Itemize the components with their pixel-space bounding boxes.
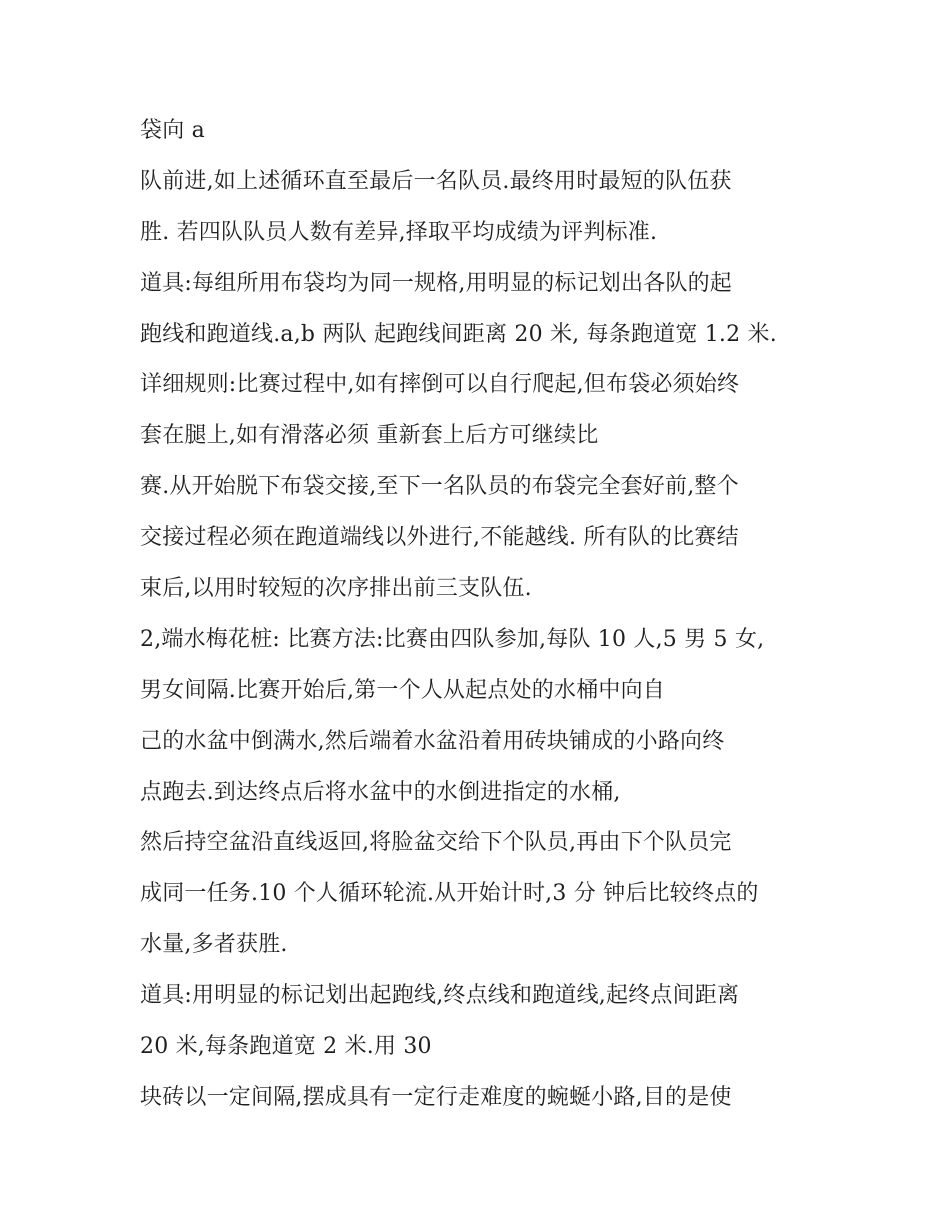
text-line: 点跑去.到达终点后将水盆中的水倒进指定的水桶, [140,779,621,805]
text-line: 束后,以用时较短的次序排出前三支队伍. [140,576,532,602]
document-body [140,106,820,1124]
text-line: 己的水盆中倒满水,然后端着水盆沿着用砖块铺成的小路向终 [140,728,725,754]
text-line: 袋向 a [140,118,205,143]
text-line: 道具:每组所用布袋均为同一规格,用明显的标记划出各队的起 [140,270,733,296]
text-line: 水量,多者获胜. [140,932,288,958]
text-line: 详细规则:比赛过程中,如有摔倒可以自行爬起,但布袋必须始终 [140,372,740,398]
text-line: 道具:用明显的标记划出起跑线,终点线和跑道线,起终点间距离 [140,983,740,1009]
text-line: 20 米,每条跑道宽 2 米.用 30 [140,1034,432,1060]
text-line: 赛.从开始脱下布袋交接,至下一名队员的布袋完全套好前,整个 [140,474,739,500]
text-line: 套在腿上,如有滑落必须 重新套上后方可继续比 [140,423,599,449]
text-line: 交接过程必须在跑道端线以外进行,不能越线. 所有队的比赛结 [140,525,739,551]
text-line: 胜. 若四队队员人数有差异,择取平均成绩为评判标准. [140,219,658,245]
text-line: 跑线和跑道线.a,b 两队 起跑线间距离 20 米, 每条跑道宽 1.2 米. [140,321,777,347]
text-line: 男女间隔.比赛开始后,第一个人从起点处的水桶中向自 [140,677,665,703]
text-line: 队前进,如上述循环直至最后一名队员.最终用时最短的队伍获 [140,168,732,194]
text-line: 成同一任务.10 个人循环轮流.从开始计时,3 分 钟后比较终点的 [140,881,759,907]
text-line: 然后持空盆沿直线返回,将脸盆交给下个队员,再由下个队员完 [140,830,732,856]
text-line: 块砖以一定间隔,摆成具有一定行走难度的蜿蜒小路,目的是使 [140,1084,732,1110]
text-line: 2,端水梅花桩: 比赛方法:比赛由四队参加,每队 10 人,5 男 5 女, [140,626,765,652]
